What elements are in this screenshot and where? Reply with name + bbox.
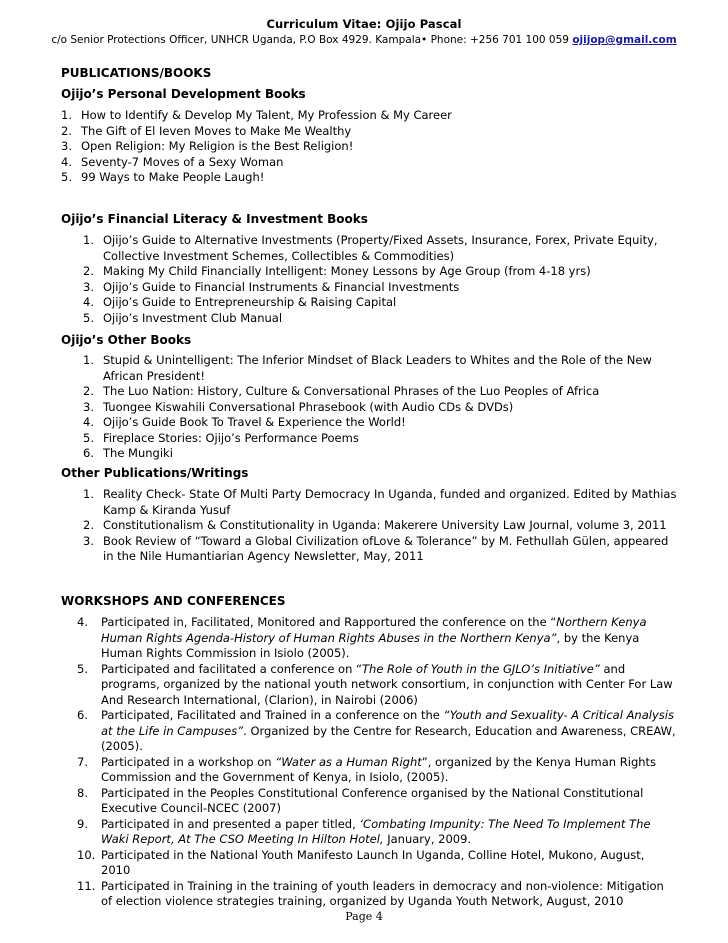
- item-number: 4.: [83, 295, 94, 309]
- item-text: Stupid & Unintelligent: The Inferior Mindset of Black Leaders to Whites and the Role of the New African President!: [103, 353, 652, 383]
- item-text: Reality Check- State Of Multi Party Democracy In Uganda, funded and organized. Edited by Mathias Kamp & Kiranda Yusuf: [103, 487, 677, 517]
- item-text: Constitutionalism & Constitutionality in Uganda: Makerere University Law Journal, volume 3, 2011: [103, 518, 667, 532]
- list-item: [83, 431, 679, 447]
- item-number: 5.: [61, 170, 72, 184]
- item-text: How to Identify & Develop My Talent, My Profession & My Career: [81, 108, 452, 122]
- list-item: [77, 879, 677, 910]
- item-text: Ojijo’s Guide to Alternative Investments (Property/Fixed Assets, Insurance, Forex, Private Equity, Collective Investment Schemes, Collectibles & Commodities): [103, 233, 658, 263]
- item-text: The Gift of El Ieven Moves to Make Me Wealthy: [81, 123, 352, 138]
- item-text: [77, 662, 677, 709]
- personal-books-list: [61, 108, 671, 186]
- financial-books-heading: Ojijo’s Financial Literacy & Investment Books: [61, 212, 368, 226]
- item-number: 2.: [83, 518, 94, 532]
- list-item: [83, 264, 679, 280]
- item-text: The Mungiki: [103, 446, 173, 460]
- item-italic-text: “Youth and Sexuality- A Critical Analysis at the Life in Campuses”: [101, 708, 674, 738]
- list-item: [77, 848, 677, 879]
- item-number: 3.: [61, 139, 72, 153]
- item-text-part: ”, organized by the Kenya Human Rights Commission and the Government of Kenya, in Isiolo, (2005).: [101, 754, 657, 784]
- workshops-heading: WORKSHOPS AND CONFERENCES: [61, 594, 286, 608]
- item-text-part: Participated and facilitated a conference on “: [101, 661, 362, 676]
- list-item: [83, 311, 679, 327]
- item-text-part: Participated in a workshop on: [101, 754, 276, 769]
- item-number: 8.: [77, 785, 88, 800]
- item-text: [77, 817, 677, 848]
- item-number: 3.: [83, 399, 94, 414]
- list-item: [83, 415, 679, 431]
- item-number: 5.: [77, 661, 88, 676]
- item-number: 11.: [77, 878, 96, 893]
- item-italic-text: ‘Combating Impunity: The Need To Implement The Waki Report, At The CSO Meeting In Hilton Hotel,: [101, 816, 651, 846]
- item-text: Making My Child Financially Intelligent: Money Lessons by Age Group (from 4-18 yrs): [103, 264, 591, 278]
- other-books-list: [83, 353, 679, 462]
- other-writings-heading: Other Publications/Writings: [61, 466, 249, 480]
- item-number: 7.: [77, 754, 88, 769]
- item-number: 10.: [77, 847, 96, 862]
- item-number: 4.: [83, 415, 94, 429]
- list-item: [77, 708, 677, 755]
- list-item: [83, 280, 679, 296]
- item-text: Seventy-7 Moves of a Sexy Woman: [81, 154, 284, 169]
- personal-books-heading: Ojijo’s Personal Development Books: [61, 87, 306, 101]
- list-item: [83, 534, 679, 565]
- item-number: 3.: [83, 533, 94, 548]
- contact-line: [0, 34, 728, 46]
- item-text: [77, 708, 677, 755]
- list-item: [77, 662, 677, 709]
- item-text-part: Participated in the National Youth Manifesto Launch In Uganda, Colline Hotel, Mukono, August, 2010: [101, 847, 645, 877]
- cv-title: Curriculum Vitae: Ojijo Pascal: [266, 17, 462, 31]
- item-text: 99 Ways to Make People Laugh!: [81, 170, 265, 184]
- item-italic-text: The Role of Youth in the GJLO’s Initiative”: [362, 661, 600, 676]
- item-text: Tuongee Kiswahili Conversational Phrasebook (with Audio CDs & DVDs): [103, 399, 514, 414]
- item-text: Fireplace Stories: Ojijo’s Performance Poems: [103, 430, 359, 445]
- item-text: Book Review of “Toward a Global Civilization ofLove & Tolerance” by M. Fethullah Gülen, appeared in the Nile Humantiarian Agency Newsletter, May, 2011: [103, 533, 669, 563]
- item-text-part: Participated in Training in the training of youth leaders in democracy and non-violence: Mitigation of election violence strategies training, organized by Uganda Youth Network, August, 2010: [101, 878, 664, 908]
- list-item: [61, 155, 671, 171]
- list-item: [83, 446, 679, 462]
- list-item: [77, 817, 677, 848]
- publications-heading: PUBLICATIONS/BOOKS: [61, 66, 212, 80]
- item-italic-text: Northern Kenya Human Rights Agenda-History of Human Rights Abuses in the Northern Kenya”: [101, 615, 647, 645]
- list-item: [61, 108, 671, 124]
- list-item: [61, 124, 671, 140]
- item-text: Ojijo’s Guide to Financial Instruments & Financial Investments: [103, 279, 460, 294]
- item-number: 2.: [83, 264, 94, 278]
- item-text-part: , by the Kenya Human Rights Commission in Isiolo (2005).: [101, 630, 640, 660]
- list-item: [77, 786, 677, 817]
- list-item: [83, 353, 679, 384]
- item-text-part: and programs, organized by the national youth network consortium, in conjunction with Center For Law And Research International, (Clarion), in Nairobi (2006): [101, 661, 673, 707]
- list-item: [83, 487, 679, 518]
- other-books-heading: Ojijo’s Other Books: [61, 333, 192, 347]
- item-text-part: . Organized by the Centre for Research, Education and Awareness, CREAW, (2005).: [101, 723, 676, 753]
- item-number: 6.: [83, 446, 94, 460]
- item-text: Ojijo’s Guide to Entrepreneurship & Raising Capital: [103, 295, 397, 309]
- other-writings-list: [83, 487, 679, 565]
- item-text: Open Religion: My Religion is the Best Religion!: [81, 139, 354, 153]
- item-text-part: Participated in and presented a paper titled,: [101, 816, 360, 831]
- item-number: 5.: [83, 310, 94, 325]
- list-item: [83, 518, 679, 534]
- item-number: 2.: [61, 123, 72, 138]
- email-link[interactable]: ojijop@gmail.com: [572, 34, 677, 46]
- item-number: 5.: [83, 430, 94, 445]
- list-item: [83, 295, 679, 311]
- item-text-part: Participated in the Peoples Constitutional Conference organised by the National Constitutional Executive Council-NCEC (2007): [101, 785, 644, 815]
- financial-books-list: [83, 233, 679, 326]
- item-text: Ojijo’s Investment Club Manual: [103, 310, 283, 325]
- item-number: 4.: [77, 615, 88, 629]
- list-item: [83, 233, 679, 264]
- list-item: [61, 170, 671, 186]
- item-number: 1.: [83, 487, 94, 501]
- item-number: 3.: [83, 279, 94, 294]
- item-text: The Luo Nation: History, Culture & Conversational Phrases of the Luo Peoples of Africa: [103, 384, 600, 398]
- item-number: 6.: [77, 708, 88, 722]
- contact-address-phone: c/o Senior Protections Officer, UNHCR Uganda, P.O Box 4929. Kampala• Phone: +256 701 100 059: [51, 34, 569, 46]
- item-number: 1.: [83, 353, 94, 367]
- item-text-part: Participated, Facilitated and Trained in a conference on the: [101, 708, 444, 722]
- item-number: 2.: [83, 384, 94, 398]
- item-number: 1.: [83, 233, 94, 247]
- item-italic-text: “Water as a Human Right: [275, 754, 422, 769]
- list-item: [83, 400, 679, 416]
- item-text: [77, 755, 677, 786]
- list-item: [83, 384, 679, 400]
- item-text: [77, 848, 677, 879]
- workshops-list: [77, 615, 677, 910]
- item-text: [77, 786, 677, 817]
- item-text-part: Participated in, Facilitated, Monitored and Rapportured the conference on the “: [101, 615, 557, 629]
- list-item: [77, 615, 677, 662]
- item-text: [77, 879, 677, 910]
- item-number: 4.: [61, 154, 72, 169]
- item-text: Ojijo’s Guide Book To Travel & Experience the World!: [103, 415, 406, 429]
- page-number: Page 4: [345, 910, 383, 923]
- list-item: [77, 755, 677, 786]
- item-number: 9.: [77, 816, 88, 831]
- item-number: 1.: [61, 108, 72, 122]
- list-item: [61, 139, 671, 155]
- item-text-part: January, 2009.: [383, 832, 472, 846]
- item-text: [77, 615, 677, 662]
